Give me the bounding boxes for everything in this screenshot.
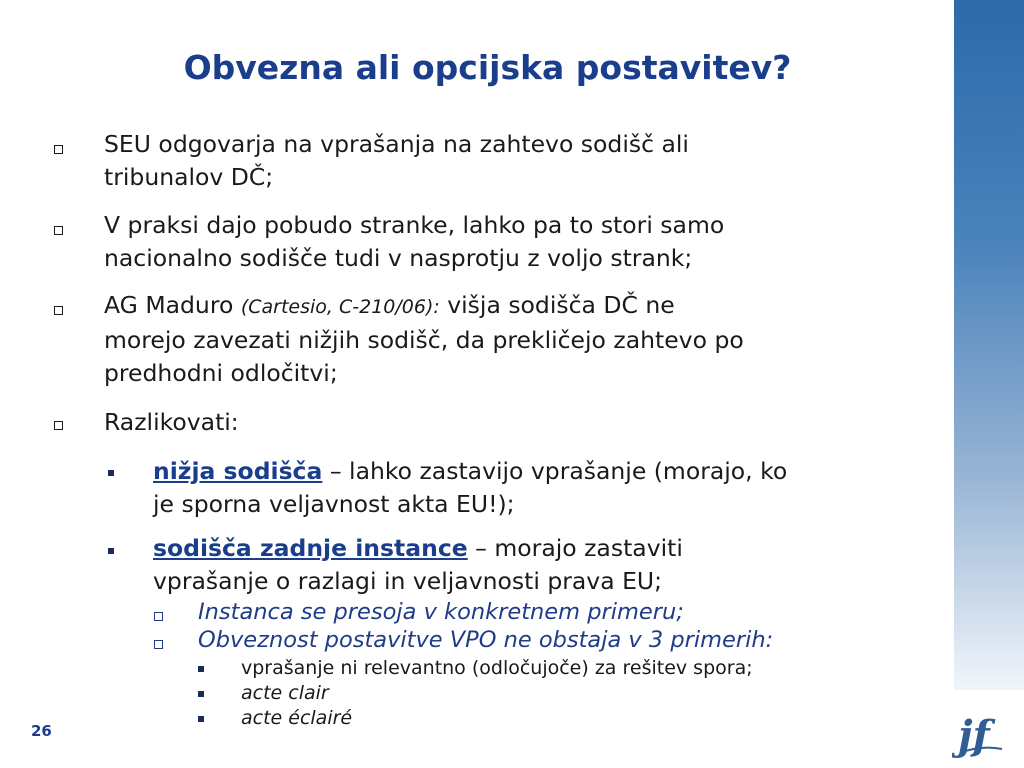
level-4-bullet-1: vprašanje ni relevantno (odločujoče) za rešitev spora; [241,657,753,679]
bullet-3-suffix: višja sodišča DČ ne [439,291,675,319]
bullet-3-prefix: AG Maduro [104,291,241,319]
sub-bullet-2-term: sodišča zadnje instance [153,534,468,562]
sub-bullet-2 [153,532,953,598]
decorative-side-band [954,0,1024,690]
filled-square-bullet-icon [198,716,204,722]
bullet-1-line-1: SEU odgovarja na vprašanja na zahtevo sodišč ali [104,130,689,158]
sub-bullet-1-line-2: je sporna veljavnost akta EU!); [153,490,515,518]
level-4-bullet-2-text: acte clair [241,682,329,704]
sub-bullet-1-rest: – lahko zastavijo vprašanje (morajo, ko [322,457,788,485]
jf-logo [952,705,1008,761]
filled-square-bullet-icon [108,548,114,554]
hollow-square-bullet-icon [54,145,63,154]
sub-sub-bullet-2: Obveznost postavitve VPO ne obstaja v 3 primerih: [198,627,774,653]
level-4-bullet-3-text: acte éclairé [241,707,353,729]
filled-square-bullet-icon [108,470,114,476]
bullet-2-line-1: V praksi dajo pobudo stranke, lahko pa to stori samo [104,211,725,239]
bullet-1 [104,128,904,194]
bullet-3-case-citation: (Cartesio, C-210/06): [240,296,440,318]
sub-bullet-2-rest: – morajo zastaviti [467,534,683,562]
slide-title: Obvezna ali opcijska postavitev? [183,48,792,87]
hollow-square-bullet-icon [154,612,163,621]
filled-square-bullet-icon [198,666,204,672]
bullet-3-line-3: predhodni odločitvi; [104,359,338,387]
level-4-bullet-2 [241,681,951,705]
bullet-4 [104,406,904,439]
filled-square-bullet-icon [198,691,204,697]
sub-bullet-2-line-2: vprašanje o razlagi in veljavnosti prava EU; [153,567,663,595]
sub-bullet-1-term: nižja sodišča [153,457,323,485]
bullet-2 [104,209,904,275]
sub-sub-bullet-1: Instanca se presoja v konkretnem primeru; [198,599,684,625]
bullet-1-line-2: tribunalov DČ; [104,163,274,191]
level-4-bullet-3 [241,706,951,730]
hollow-square-bullet-icon [54,421,63,430]
hollow-square-bullet-icon [54,306,63,315]
sub-bullet-1 [153,455,953,521]
bullet-3-line-2: morejo zavezati nižjih sodišč, da prekličejo zahtevo po [104,326,744,354]
bullet-3 [104,289,904,390]
hollow-square-bullet-icon [54,226,63,235]
jf-logo-text: jf [958,712,990,759]
bullet-4-text: Razlikovati: [104,408,239,436]
bullet-2-line-2: nacionalno sodišče tudi v nasprotju z voljo strank; [104,244,693,272]
hollow-square-bullet-icon [154,640,163,649]
page-number: 26 [31,722,52,740]
